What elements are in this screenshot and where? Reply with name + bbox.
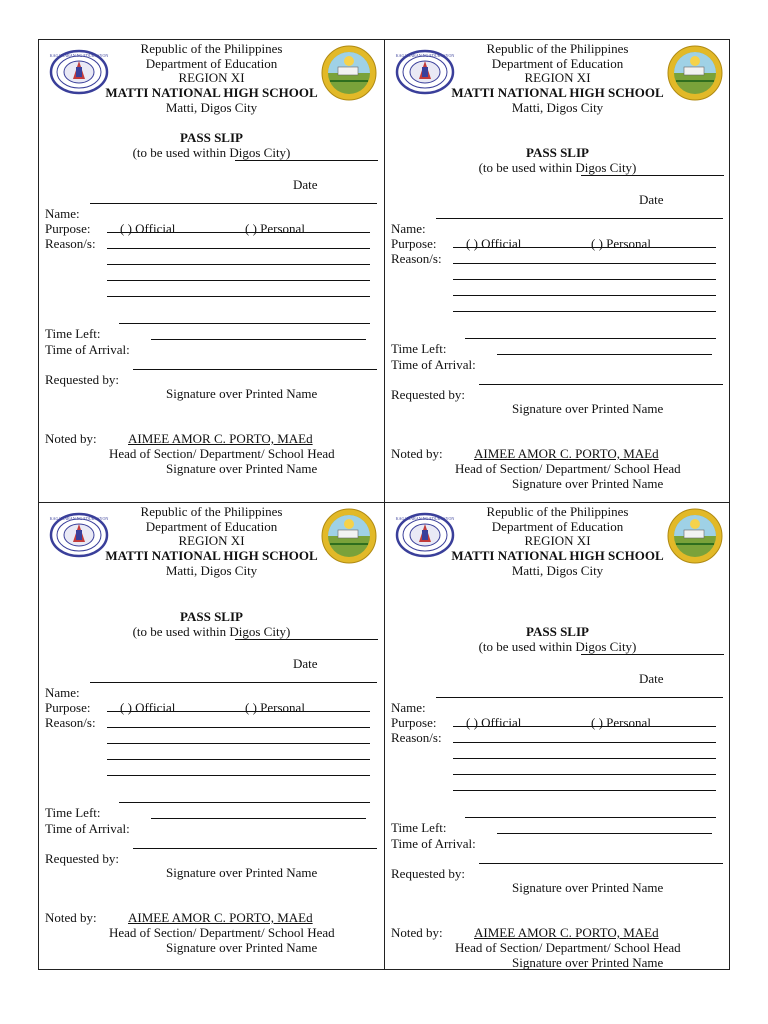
form-subtitle: (to be used within Digos City) bbox=[478, 639, 637, 654]
official-option[interactable]: ( ) Official bbox=[120, 700, 176, 715]
time-left-label: Time Left: bbox=[391, 820, 447, 835]
reason-line-1[interactable] bbox=[453, 726, 716, 727]
time-arrival-label: Time of Arrival: bbox=[391, 836, 476, 851]
reasons-label: Reason/s: bbox=[45, 715, 96, 730]
reason-line-1[interactable] bbox=[107, 232, 370, 233]
requested-signature-caption: Signature over Printed Name bbox=[512, 880, 664, 895]
region-text: REGION XI bbox=[178, 70, 245, 85]
official-option[interactable]: ( ) Official bbox=[466, 715, 522, 730]
school-name: MATTI NATIONAL HIGH SCHOOL bbox=[451, 548, 664, 563]
reason-line-2[interactable] bbox=[107, 248, 370, 249]
noted-label: Noted by: bbox=[45, 910, 97, 925]
region-text: REGION XI bbox=[524, 70, 591, 85]
reasons-label: Reason/s: bbox=[391, 251, 442, 266]
reason-line-1[interactable] bbox=[107, 711, 370, 712]
noted-position: Head of Section/ Department/ School Head bbox=[109, 925, 335, 940]
region-text: REGION XI bbox=[178, 533, 245, 548]
date-line[interactable] bbox=[235, 160, 378, 161]
noted-position: Head of Section/ Department/ School Head bbox=[455, 461, 681, 476]
personal-option[interactable]: ( ) Personal bbox=[245, 700, 305, 715]
republic-text: Republic of the Philippines bbox=[140, 41, 283, 56]
noted-name: AIMEE AMOR C. PORTO, MAEd bbox=[474, 446, 659, 461]
noted-name: AIMEE AMOR C. PORTO, MAEd bbox=[128, 431, 313, 446]
reason-line-3[interactable] bbox=[107, 264, 370, 265]
school-address: Matti, Digos City bbox=[165, 100, 258, 115]
reason-line-5[interactable] bbox=[453, 311, 716, 312]
noted-position: Head of Section/ Department/ School Head bbox=[455, 940, 681, 955]
reason-line-5[interactable] bbox=[107, 775, 370, 776]
name-label: Name: bbox=[45, 206, 80, 221]
requested-signature-caption: Signature over Printed Name bbox=[166, 386, 318, 401]
time-left-label: Time Left: bbox=[45, 805, 101, 820]
date-label: Date bbox=[293, 656, 318, 671]
requested-line[interactable] bbox=[133, 369, 377, 370]
department-text: Department of Education bbox=[145, 519, 278, 534]
noted-label: Noted by: bbox=[45, 431, 97, 446]
name-line[interactable] bbox=[90, 682, 377, 683]
name-line[interactable] bbox=[90, 203, 377, 204]
time-left-line[interactable] bbox=[119, 802, 370, 803]
date-label: Date bbox=[293, 177, 318, 192]
school-address: Matti, Digos City bbox=[511, 100, 604, 115]
requested-label: Requested by: bbox=[391, 387, 466, 402]
date-label: Date bbox=[639, 671, 664, 686]
pass-slip-sheet bbox=[38, 39, 730, 970]
requested-line[interactable] bbox=[479, 863, 723, 864]
reason-line-2[interactable] bbox=[453, 263, 716, 264]
time-arrival-line[interactable] bbox=[497, 354, 712, 355]
noted-signature-caption: Signature over Printed Name bbox=[166, 940, 318, 955]
reasons-label: Reason/s: bbox=[45, 236, 96, 251]
svg-text:KAGAWARAN NG EDUKASYON: KAGAWARAN NG EDUKASYON bbox=[49, 53, 109, 58]
form-title: PASS SLIP bbox=[526, 624, 589, 639]
republic-text: Republic of the Philippines bbox=[486, 504, 629, 519]
time-left-line[interactable] bbox=[119, 323, 370, 324]
republic-text: Republic of the Philippines bbox=[140, 504, 283, 519]
reason-line-4[interactable] bbox=[453, 295, 716, 296]
pass-slip bbox=[39, 503, 384, 965]
reason-line-2[interactable] bbox=[107, 727, 370, 728]
noted-label: Noted by: bbox=[391, 446, 443, 461]
department-text: Department of Education bbox=[491, 56, 624, 71]
pass-slip bbox=[385, 503, 730, 970]
reason-line-1[interactable] bbox=[453, 247, 716, 248]
department-text: Department of Education bbox=[491, 519, 624, 534]
official-option[interactable]: ( ) Official bbox=[466, 236, 522, 251]
requested-label: Requested by: bbox=[45, 851, 120, 866]
personal-option[interactable]: ( ) Personal bbox=[245, 221, 305, 236]
purpose-label: Purpose: bbox=[391, 715, 437, 730]
form-title: PASS SLIP bbox=[180, 130, 243, 145]
school-address: Matti, Digos City bbox=[511, 563, 604, 578]
requested-line[interactable] bbox=[479, 384, 723, 385]
time-arrival-line[interactable] bbox=[497, 833, 712, 834]
form-title: PASS SLIP bbox=[180, 609, 243, 624]
time-arrival-label: Time of Arrival: bbox=[45, 342, 130, 357]
date-label: Date bbox=[639, 192, 664, 207]
requested-label: Requested by: bbox=[391, 866, 466, 881]
time-arrival-label: Time of Arrival: bbox=[391, 357, 476, 372]
reason-line-4[interactable] bbox=[107, 759, 370, 760]
purpose-label: Purpose: bbox=[391, 236, 437, 251]
noted-name: AIMEE AMOR C. PORTO, MAEd bbox=[474, 925, 659, 940]
purpose-label: Purpose: bbox=[45, 221, 91, 236]
time-arrival-label: Time of Arrival: bbox=[45, 821, 130, 836]
purpose-label: Purpose: bbox=[45, 700, 91, 715]
noted-position: Head of Section/ Department/ School Head bbox=[109, 446, 335, 461]
reason-line-3[interactable] bbox=[453, 758, 716, 759]
time-left-line[interactable] bbox=[465, 338, 716, 339]
noted-label: Noted by: bbox=[391, 925, 443, 940]
date-line[interactable] bbox=[581, 175, 724, 176]
school-name: MATTI NATIONAL HIGH SCHOOL bbox=[105, 85, 318, 100]
noted-signature-caption: Signature over Printed Name bbox=[512, 476, 664, 491]
department-text: Department of Education bbox=[145, 56, 278, 71]
name-label: Name: bbox=[45, 685, 80, 700]
form-subtitle: (to be used within Digos City) bbox=[132, 145, 291, 160]
pass-slip bbox=[39, 40, 384, 502]
pass-slip bbox=[385, 40, 730, 502]
reason-line-4[interactable] bbox=[107, 280, 370, 281]
time-left-label: Time Left: bbox=[391, 341, 447, 356]
reasons-label: Reason/s: bbox=[391, 730, 442, 745]
personal-option[interactable]: ( ) Personal bbox=[591, 715, 651, 730]
form-title: PASS SLIP bbox=[526, 145, 589, 160]
republic-text: Republic of the Philippines bbox=[486, 41, 629, 56]
date-line[interactable] bbox=[235, 639, 378, 640]
noted-signature-caption: Signature over Printed Name bbox=[512, 955, 664, 970]
school-name: MATTI NATIONAL HIGH SCHOOL bbox=[105, 548, 318, 563]
reason-line-5[interactable] bbox=[107, 296, 370, 297]
time-arrival-line[interactable] bbox=[151, 818, 366, 819]
reason-line-4[interactable] bbox=[453, 774, 716, 775]
name-label: Name: bbox=[391, 700, 426, 715]
reason-line-3[interactable] bbox=[107, 743, 370, 744]
school-address: Matti, Digos City bbox=[165, 563, 258, 578]
date-line[interactable] bbox=[581, 654, 724, 655]
reason-line-5[interactable] bbox=[453, 790, 716, 791]
time-left-line[interactable] bbox=[465, 817, 716, 818]
reason-line-3[interactable] bbox=[453, 279, 716, 280]
time-left-label: Time Left: bbox=[45, 326, 101, 341]
official-option[interactable]: ( ) Official bbox=[120, 221, 176, 236]
noted-signature-caption: Signature over Printed Name bbox=[166, 461, 318, 476]
form-subtitle: (to be used within Digos City) bbox=[132, 624, 291, 639]
requested-signature-caption: Signature over Printed Name bbox=[166, 865, 318, 880]
name-line[interactable] bbox=[436, 697, 723, 698]
svg-text:KAGAWARAN NG EDUKASYON: KAGAWARAN NG EDUKASYON bbox=[395, 516, 455, 521]
name-line[interactable] bbox=[436, 218, 723, 219]
time-arrival-line[interactable] bbox=[151, 339, 366, 340]
personal-option[interactable]: ( ) Personal bbox=[591, 236, 651, 251]
region-text: REGION XI bbox=[524, 533, 591, 548]
reason-line-2[interactable] bbox=[453, 742, 716, 743]
name-label: Name: bbox=[391, 221, 426, 236]
requested-signature-caption: Signature over Printed Name bbox=[512, 401, 664, 416]
form-subtitle: (to be used within Digos City) bbox=[478, 160, 637, 175]
svg-text:KAGAWARAN NG EDUKASYON: KAGAWARAN NG EDUKASYON bbox=[395, 53, 455, 58]
school-name: MATTI NATIONAL HIGH SCHOOL bbox=[451, 85, 664, 100]
requested-label: Requested by: bbox=[45, 372, 120, 387]
requested-line[interactable] bbox=[133, 848, 377, 849]
noted-name: AIMEE AMOR C. PORTO, MAEd bbox=[128, 910, 313, 925]
svg-text:KAGAWARAN NG EDUKASYON: KAGAWARAN NG EDUKASYON bbox=[49, 516, 109, 521]
